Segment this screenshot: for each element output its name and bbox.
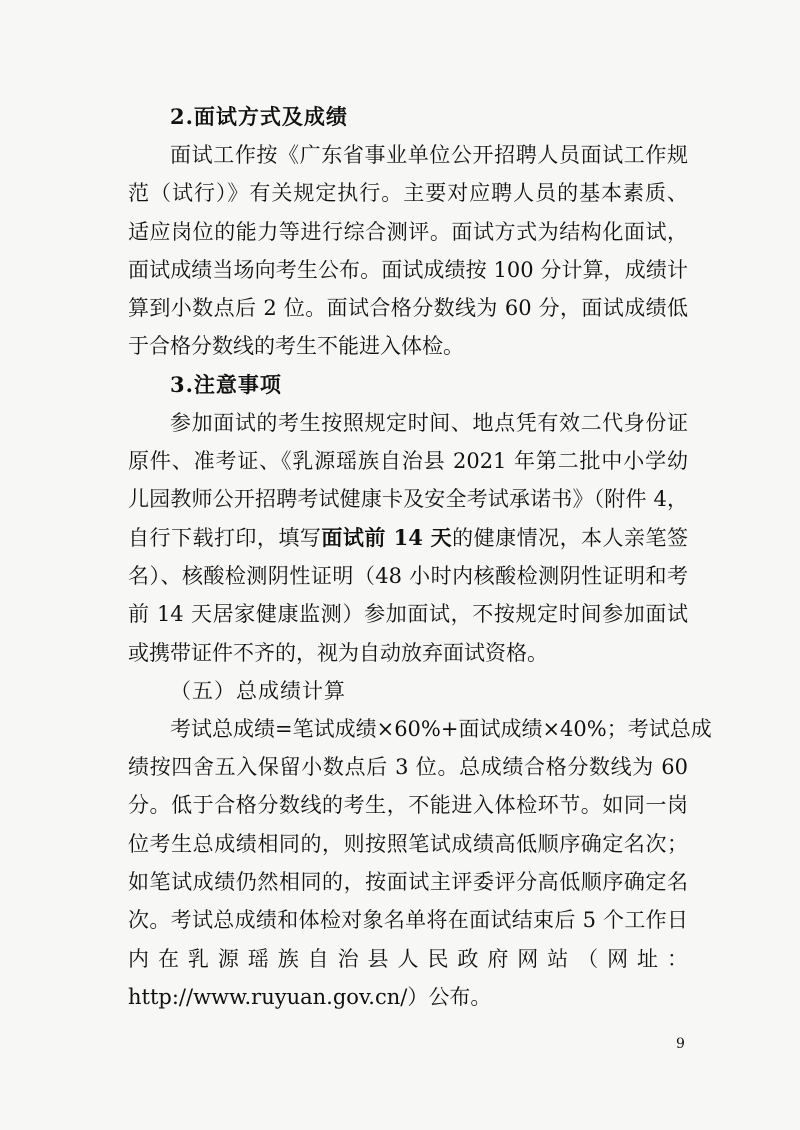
- section-heading-total-score: （五）总成绩计算: [170, 678, 346, 703]
- document-body: [128, 98, 712, 1016]
- text-line: 算到小数点后 2 位。面试合格分数线为 60 分，面试成绩低: [128, 296, 688, 321]
- paragraph-interview-method: [128, 136, 688, 366]
- paragraph-total-score: [128, 710, 712, 1016]
- text-line: 名）、核酸检测阴性证明（48 小时内核酸检测阴性证明和考: [128, 563, 688, 588]
- section-heading-notes: 3.注意事项: [170, 371, 282, 397]
- page-number: 9: [676, 1036, 685, 1052]
- text-line: 于合格分数线的考生不能进入体检。: [128, 334, 464, 359]
- text-segment: 的健康情况，本人亲笔签: [452, 525, 688, 550]
- text-line: 原件、准考证、《乳源瑶族自治县 2021 年第二批中小学幼: [128, 449, 688, 474]
- text-line: 次。考试总成绩和体检对象名单将在面试结束后 5 个工作日: [128, 908, 688, 933]
- text-line: 或携带证件不齐的，视为自动放弃面试资格。: [128, 640, 548, 665]
- text-line: 绩按四舍五入保留小数点后 3 位。总成绩合格分数线为 60: [128, 755, 688, 780]
- emphasized-text: 面试前 14 天: [321, 524, 453, 550]
- text-line: 内在乳源瑶族自治县人民政府网站（网址：: [128, 946, 688, 971]
- text-segment: 自行下载打印，填写: [128, 525, 322, 550]
- paragraph-notes: [128, 404, 688, 672]
- text-line: 分。低于合格分数线的考生，不能进入体检环节。如同一岗: [128, 793, 688, 818]
- text-line: 如笔试成绩仍然相同的，按面试主评委评分高低顺序确定名: [128, 870, 688, 895]
- text-line: 前 14 天居家健康监测）参加面试，不按规定时间参加面试: [128, 602, 688, 627]
- section-heading-interview-method: 2.面试方式及成绩: [170, 104, 348, 129]
- text-line: 范（试行）》有关规定执行。主要对应聘人员的基本素质、: [128, 181, 688, 206]
- text-line: 考试总成绩=笔试成绩×60%+面试成绩×40%；考试总成: [170, 716, 712, 741]
- text-line: 适应岗位的能力等进行综合测评。面试方式为结构化面试，: [128, 219, 688, 244]
- text-line: 参加面试的考生按照规定时间、地点凭有效二代身份证: [170, 410, 688, 435]
- text-line: http://www.ruyuan.gov.cn/）公布。: [128, 984, 492, 1009]
- text-line: 面试成绩当场向考生公布。面试成绩按 100 分计算，成绩计: [128, 257, 688, 282]
- text-line: [128, 519, 688, 557]
- text-line: 儿园教师公开招聘考试健康卡及安全考试承诺书》（附件 4，: [128, 487, 688, 512]
- text-line: 位考生总成绩相同的，则按照笔试成绩高低顺序确定名次；: [128, 831, 688, 856]
- text-line: 面试工作按《广东省事业单位公开招聘人员面试工作规: [170, 143, 688, 167]
